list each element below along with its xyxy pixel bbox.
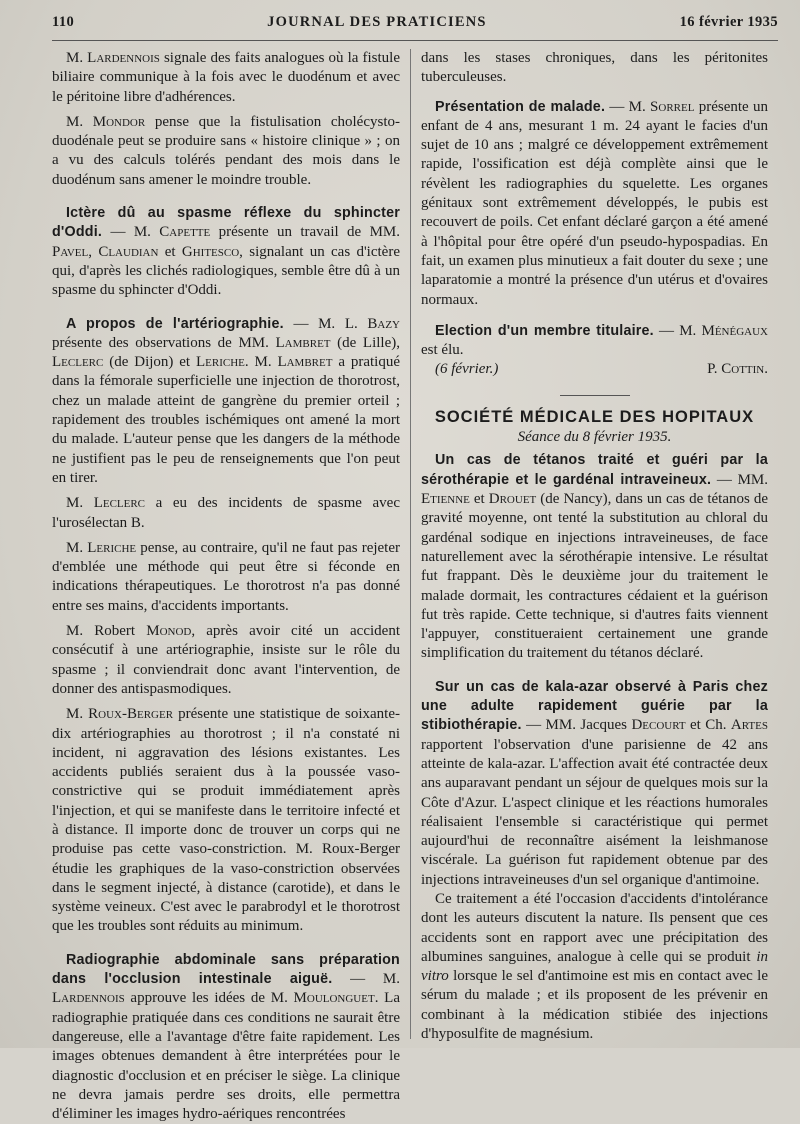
person-name: Leriche: [87, 539, 137, 556]
paragraph: [52, 622, 400, 699]
seance-date: Séance du 8 février 1935.: [517, 429, 672, 446]
text-run: approuve les idées de M.: [124, 990, 294, 1007]
section-heading: Radiographie abdominale sans préparation dans l'occlusion intestinale aiguë.: [52, 951, 400, 988]
person-name: Etienne: [421, 491, 470, 508]
person-name: Roux-Berger: [88, 706, 174, 723]
latin-term: in vitro: [421, 948, 768, 985]
journal-title: JOURNAL DES PRATICIENS: [267, 14, 487, 30]
person-name: Ménégaux: [701, 322, 768, 339]
text-run: M. Robert: [66, 623, 147, 640]
paragraph: [52, 539, 400, 616]
person-name: Monod: [146, 623, 192, 640]
text-run: — M. L.: [283, 315, 368, 332]
person-name: Leclerc: [52, 354, 104, 371]
text-run: pense, au contraire, qu'il ne faut pas rejeter d'emblée une méthode qui peut être si féconde en indications thérapeutiques. Le thorotrost n'a pas donné entre ses mains, d'accidents importants.: [52, 539, 400, 614]
section-paragraph: [421, 322, 768, 361]
text-run: . M.: [244, 354, 278, 371]
text-run: est élu.: [421, 342, 464, 359]
section-heading: Présentation de malade.: [435, 98, 606, 115]
text-run: — M.: [332, 971, 400, 988]
text-run: , après avoir cité un accident consécutif à une artériographie, insiste sur le rôle du spasme ; il conviendrait donc avant l'intervention, de donner des antispasmodiques.: [52, 623, 400, 697]
text-run: et: [158, 243, 182, 260]
paragraph: [52, 705, 400, 937]
paragraph: [52, 113, 400, 190]
section-heading: Un cas de tétanos traité et guéri par la sérothérapie et le gardénal intraveineux.: [421, 452, 768, 488]
left-column: [52, 49, 410, 1124]
text-run: (de Nancy), dans un cas de tétanos de gravité moyenne, ont tenté la substitution au chloral du gardénal sodique en injections intraveineuses, de face naturellement avec la sérothérapie intensive. Le résultat fut frappant. Dès le deuxième jour du traitement le malade dormait, les contractures cédaient et la guérison fut très rapide. Cette technique, si d'autres faits viennent l'appuyer, constitueraient certainement une grande simplification du traitement du tétanos déclaré.: [421, 491, 769, 662]
paragraph: [421, 890, 768, 1044]
society-heading: SOCIÉTÉ MÉDICALE DES HOPITAUX: [434, 408, 755, 427]
text-run: (de Dijon) et: [103, 354, 196, 371]
text-run: présente une statistique de soixante-dix artériographies au thorotrost ; il n'a constaté ni incident, ni aggravation des lésions existantes. Les accidents publiés seraient dus à la poussée vaso-constrictive qui se produit immédiatement après l'injection, et qui se manifeste dans le territoire infecté et à distance. Il importe donc de trouver un corps qui ne produise pas cette vaso-constriction. M. Roux-Berger étudie les graphiques de la vaso-constriction observées dans le segment injecté, à distance (carotide), et dans le système veineux. C'est avec le parabrodyl et le thorotrost que les troubles sont réduits au minimum.: [52, 706, 400, 935]
text-run: rapportent l'observation d'une parisienne de 42 ans atteinte de kala-azar. L'affection avait été contractée deux ans auparavant pendant un séjour de quelques mois sur la Côte d'Azur. L'aspect clinique et les réactions humorales réalisaient l'ensemble si caractéristique qui permet aujourd'hui de reconnaître aisément la leishmanose viscérale. La guérison fut rapidement obtenue par des injections intraveineuses d'un sel organique d'antimoine.: [421, 736, 768, 888]
person-name: Moulonguet: [293, 990, 375, 1007]
section-paragraph: [52, 315, 400, 489]
paragraph: dans les stases chroniques, dans les péritonites tuberculeuses.: [421, 50, 768, 86]
text-run: lorsque le sel d'antimoine est mis en contact avec le sérum du malade ; et ils proposent de les prévenir en combinant à la médication stibiée des injections d'hyposulfite de magnésium.: [421, 968, 768, 1043]
text-run: Ce traitement a été l'occasion d'accidents d'intolérance dont les auteurs discutent la nature. Ils pensent que ces accidents sont en rapport avec une précipitation des albumines sanguines, analogue à celle qui se produit: [421, 890, 768, 965]
issue-date: 16 février 1935: [679, 14, 778, 30]
person-name: Bazy: [367, 315, 401, 332]
person-name: M. Mondor: [66, 113, 146, 130]
person-name: Leriche: [195, 354, 245, 371]
text-run: M.: [66, 495, 94, 512]
running-head: [52, 14, 778, 41]
text-run: — M.: [102, 224, 160, 241]
right-column: [410, 49, 769, 1043]
page-number: 110: [52, 14, 75, 30]
text-run: . La radiographie pratiquée dans ces conditions ne saurait être dangereuse, elle a l'avantage d'être faite rapidement. Les images obtenues demandent à être interprétées pour le diagnostic d'occlusion et en préciser le siège. La clinique ne devra jamais perdre ses droits, elle permettra d'éliminer les images hydro-aériques rencontrées: [52, 990, 400, 1123]
text-run: a eu des incidents de spasme avec l'urosélectan B.: [52, 495, 400, 531]
paragraph: [52, 49, 400, 107]
section-paragraph: [52, 951, 400, 1124]
text-run: — M.: [605, 98, 651, 115]
report-date: (6 février.): [435, 361, 499, 378]
text-run: M.: [66, 706, 89, 723]
text-columns: [52, 49, 778, 1124]
text-run: a pratiqué dans la fémorale superficielle une injection de thorotrost, chez un malade atteint de gangrène du premier orteil ; rapidement des troubles ischémiques ont amené la mort du malade. L'auteur pense que les dangers de la méthode ne justifient pas le peu de renseignements que l'on peut en tirer.: [52, 354, 400, 486]
person-name: Lardennois: [52, 990, 125, 1007]
person-name: Lambret: [275, 334, 331, 351]
text-run: , signalant un cas d'ictère qui, d'après les clichés radiologiques, semble être dû à un spasme du sphincter d'Oddi.: [52, 243, 400, 299]
person-name: Ghitesco: [181, 243, 240, 260]
text-run: présente un travail de MM.: [210, 224, 400, 241]
text-run: présente des observations de MM.: [52, 334, 276, 351]
person-name: M. Lardennois: [66, 50, 160, 66]
signature-line: [435, 360, 768, 379]
text-run: présente un enfant de 4 ans, mesurant 1 m. 24 ayant le facies d'un sujet de 10 ans ; malgré ce développement extrêmement rapide, l'ossification est déjà complète ainsi que le révèlent les radiographies du squelette. Les organes génitaux sont extrêmement développés, le pubis est recouvert de poils. Cet enfant déclaré garçon a été amené à l'hôpital pour être opéré d'un pseudo-hypospadias. En fait, un examen plus minutieux a fait douter du sexe ; une laparatomie a montré la présence d'un utérus et d'ovaires normaux.: [421, 98, 768, 308]
person-name: Sorrel: [650, 98, 695, 115]
section-paragraph: [421, 98, 768, 310]
section-separator: [560, 395, 630, 396]
person-name: Leclerc: [93, 495, 146, 512]
section-paragraph: [52, 204, 400, 300]
person-name: Claudian: [98, 243, 159, 260]
text-run: et: [469, 491, 489, 508]
person-name: Lambret: [277, 354, 333, 371]
text-run: — M.: [653, 322, 702, 339]
text-run: — MM. Jacques: [521, 717, 632, 734]
section-heading: Sur un cas de kala-azar observé à Paris chez une adulte rapidement guérie par la stibiothérapie.: [421, 678, 768, 734]
text-run: ,: [88, 243, 99, 260]
text-run: (de Lille),: [330, 334, 400, 351]
person-name: Artes: [730, 717, 768, 734]
section-paragraph: [421, 451, 768, 663]
report-author: P. Cottin.: [707, 361, 768, 378]
person-name: Capette: [159, 224, 211, 241]
person-name: Drouet: [488, 491, 537, 508]
text-run: — MM.: [711, 471, 768, 488]
section-heading: A propos de l'artériographie.: [66, 315, 284, 332]
paragraph-text: signale des faits analogues où la fistule biliaire communique à la fois avec le duodénum et avec le péritoine libre d'adhérences.: [52, 50, 401, 105]
person-name: Pavel: [52, 243, 89, 260]
text-run: et Ch.: [685, 717, 731, 734]
paragraph: [52, 494, 400, 533]
text-run: M.: [66, 539, 88, 556]
section-heading: Election d'un membre titulaire.: [435, 322, 654, 339]
paragraph-text: pense que la fistulisation cholécysto-duodénale peut se produire sans « histoire clinique » ; on a vu des calculs tolérés pendant des mois dans le duodénum sans amener le moindre trouble.: [52, 113, 400, 188]
section-heading: Ictère dû au spasme réflexe du sphincter d'Oddi.: [52, 205, 400, 241]
section-paragraph: [421, 678, 768, 890]
person-name: Decourt: [631, 717, 686, 734]
